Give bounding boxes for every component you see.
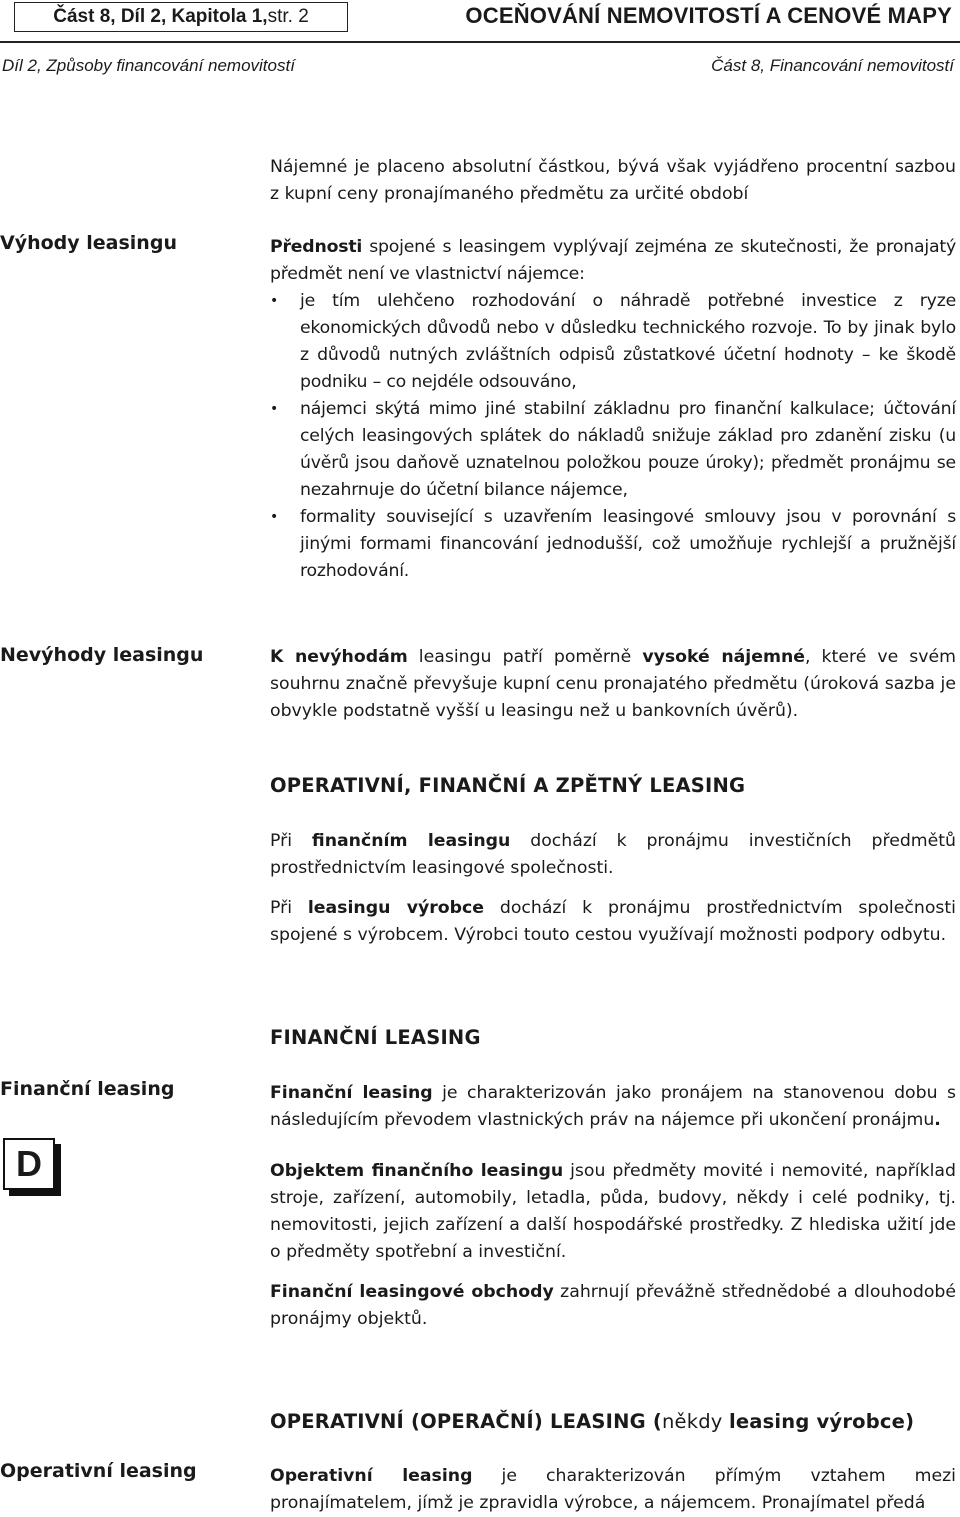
section-heading-operative [270,1410,914,1433]
operative-block [270,1463,956,1517]
side-label-advantages: Výhody leasingu [0,232,177,254]
paragraph-bold-term: finančním leasingu [311,831,511,851]
paragraph-text: jsou předměty movité i nemovité, například stroje, zařízení, automobily, letadla, půda, budovy, někdy i celé podniky, tj. nemovitosti, jejich zařízení a další hospodářské prostředky. Z hlediska užití jde o předměty spotřební a investiční. [270,1161,956,1262]
paragraph-bold-term: Finanční leasing [270,1083,433,1103]
paragraph-text: dochází k pronájmu prostřednictvím společnosti spojené s výrobcem. Výrobci touto cestou využívají možnosti podpory odbytu. [270,898,956,945]
financial-definition [270,1080,956,1134]
paragraph-text: Při [270,898,308,918]
heading-part: OPERATIVNÍ (OPERAČNÍ) LEASING ( [270,1410,662,1433]
chapter-reference: Část 8, Díl 2, Kapitola 1, [53,6,268,27]
definition-icon: D [3,1138,55,1190]
side-label-financial: Finanční leasing [0,1078,175,1100]
list-item: • formality související s uzavřením leasingové smlouvy jsou v porovnání s jinými formami financování jednodušší, což umožňuje rychlejší a pružnější rozhodování. [270,504,956,585]
paragraph-text: zahrnují převážně střednědobé a dlouhodobé pronájmy objektů. [270,1282,957,1329]
section-heading-financial: FINANČNÍ LEASING [270,1026,481,1049]
paragraph-text: je charakterizován jako pronájem na stanovenou dobu s následujícím převodem vlastnických práv na nájemce při ukončení pronájmu [270,1083,957,1130]
disadvantages-text [270,644,956,725]
paragraph-bold-term: Finanční leasingové obchody [270,1282,554,1302]
heading-part: někdy [661,1410,729,1433]
disadvantages-text-part: , které ve svém souhrnu značně převyšuje kupní cenu pronajatého předmětu (úroková sazba je obvykle podstatně vyšší u leasingu než u bankovních úvěrů). [270,647,956,721]
disadvantages-bold-term: vysoké nájemné [642,647,805,667]
advantages-lead-bold: Přednosti [270,237,363,257]
page-reference: str. 2 [267,6,309,27]
financial-block [270,1080,956,1333]
running-head-left: Díl 2, Způsoby financování nemovitostí [2,56,295,75]
disadvantages-block [270,644,956,725]
paragraph-text: dochází k pronájmu investičních předmětů prostřednictvím leasingové společnosti. [270,831,956,878]
disadvantages-text-part: leasingu patří poměrně [407,647,643,667]
side-label-operative: Operativní leasing [0,1460,197,1482]
side-label-disadvantages: Nevýhody leasingu [0,644,204,666]
book-title: OCEŇOVÁNÍ NEMOVITOSTÍ A CENOVÉ MAPY [465,3,952,28]
advantages-block [270,234,956,585]
paragraph-text: je charakterizován přímým vztahem mezi pronajímatelem, jímž je zpravidla výrobce, a nájemcem. Pronajímatel předá [270,1466,956,1513]
operative-definition [270,1463,956,1517]
list-item: • je tím ulehčeno rozhodování o náhradě potřebné investice z ryze ekonomických důvodů nebo v důsledku technického rozvoje. To by jinak bylo z důvodů nutných zvláštních odpisů zůstatkové účetní hodnoty – ke škodě podniku – co nejdéle odsouváno, [270,288,956,396]
operative-financial-block [270,828,956,949]
header-divider [0,41,960,43]
section-heading-operative-financial: OPERATIVNÍ, FINANČNÍ A ZPĚTNÝ LEASING [270,774,746,797]
manufacturer-leasing-paragraph [270,895,956,949]
paragraph-bold-term: Objektem finančního leasingu [270,1161,564,1181]
advantages-lead-text: spojené s leasingem vyplývají zejména ze skutečnosti, že pronajatý předmět není ve vlastnictví nájemce: [270,237,956,284]
financial-leasing-paragraph [270,828,956,882]
paragraph-bold-term: . [934,1110,941,1130]
intro-paragraph [270,154,956,208]
financial-deals [270,1279,956,1333]
paragraph-text: Při [270,831,312,851]
disadvantages-bold-term: K nevýhodám [270,647,408,667]
paragraph-bold-term: Operativní leasing [270,1466,473,1486]
chapter-reference-box [14,2,348,32]
advantages-lead [270,234,956,288]
list-item: • nájemci skýtá mimo jiné stabilní základnu pro finanční kalkulace; účtování celých leasingových splátek do nákladů snižuje základ pro zdanění zisku (u úvěrů jsou daňově uznatelnou položkou pouze úroky); předmět pronájmu se nezahrnuje do účetní bilance nájemce, [270,396,956,504]
intro-text: Nájemné je placeno absolutní částkou, bývá však vyjádřeno procentní sazbou z kupní ceny pronajímaného předmětu za určité období [270,157,956,204]
running-head-right: Část 8, Financování nemovitostí [711,56,954,75]
paragraph-bold-term: leasingu výrobce [307,898,484,918]
heading-part: leasing výrobce) [728,1410,915,1433]
financial-objects [270,1158,956,1266]
advantages-list [270,288,956,585]
